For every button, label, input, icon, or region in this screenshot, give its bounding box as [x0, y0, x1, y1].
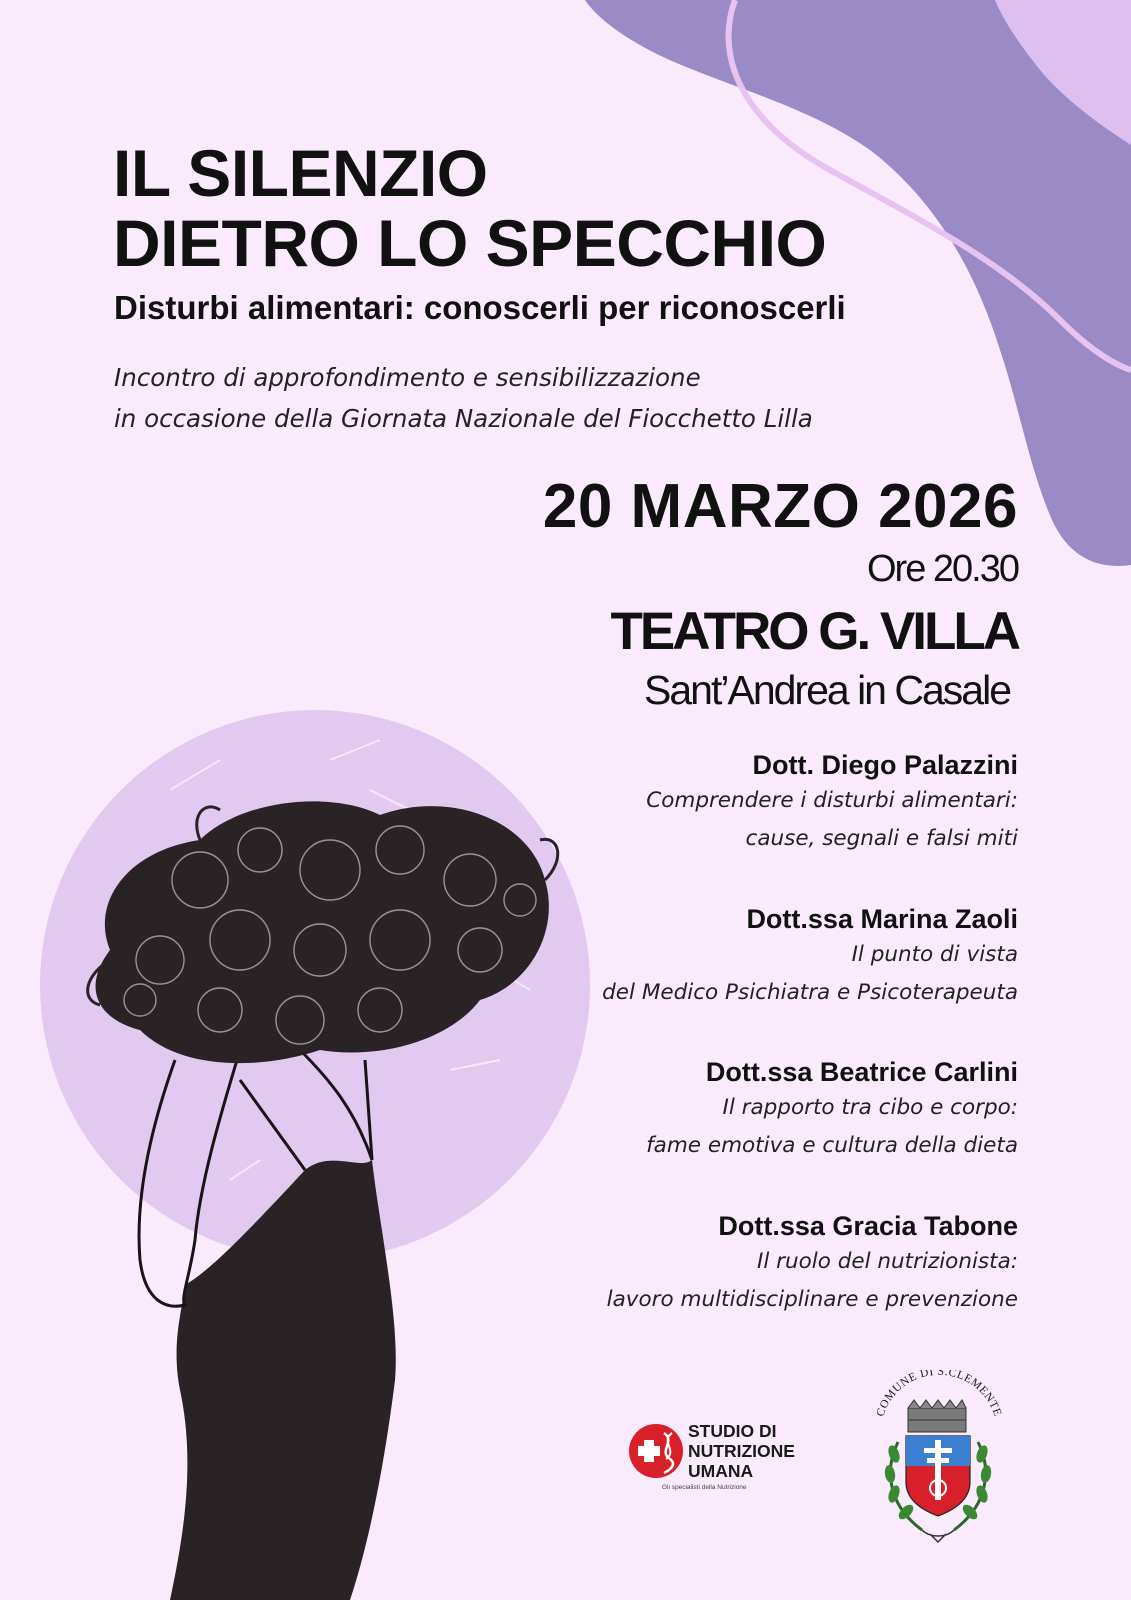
studio-line-1: STUDIO DI: [688, 1421, 777, 1441]
coat-of-arms-icon: [864, 1370, 1014, 1550]
speaker-topic-line-2: lavoro multidisciplinare e prevenzione: [606, 1287, 1018, 1312]
event-time: Ore 20.30: [867, 548, 1018, 590]
studio-nutrizione-logo: [628, 1419, 818, 1491]
speaker-name: Dott.ssa Beatrice Carlini: [705, 1057, 1018, 1087]
speaker-topic-line-1: Il rapporto tra cibo e corpo:: [722, 1095, 1018, 1120]
title-line-1: IL SILENZIO: [113, 136, 488, 210]
title-line-2: DIETRO LO SPECCHIO: [113, 206, 827, 280]
event-date: 20 MARZO 2026: [542, 472, 1018, 541]
studio-tagline: Gli specialisti della Nutrizione: [662, 1484, 747, 1491]
speaker-topic-line-1: Il ruolo del nutrizionista:: [757, 1249, 1018, 1274]
intro-text: [114, 357, 813, 439]
speaker-block: [607, 1209, 1018, 1319]
speaker-topic-line-2: fame emotiva e cultura della dieta: [646, 1133, 1018, 1158]
intro-line-1: Incontro di approfondimento e sensibilizzazione: [114, 363, 701, 392]
event-venue: TEATRO G. VILLA: [610, 602, 1018, 661]
studio-logo-text: [688, 1421, 795, 1481]
speaker-topic-line-2: cause, segnali e falsi miti: [745, 826, 1018, 851]
studio-line-2: NUTRIZIONE: [688, 1441, 795, 1461]
speaker-topic-line-2: del Medico Psichiatra e Psicoterapeuta: [602, 980, 1018, 1005]
speaker-name: Dott.ssa Marina Zaoli: [746, 904, 1018, 934]
speaker-block: [646, 748, 1018, 858]
poster-subtitle: Disturbi alimentari: conoscerli per riconoscerli: [114, 289, 846, 326]
red-circle-plus-dna-icon: [628, 1423, 684, 1479]
speaker-name: Dott.ssa Gracia Tabone: [718, 1211, 1018, 1241]
intro-line-2: in occasione della Giornata Nazionale del Fiocchetto Lilla: [114, 404, 813, 433]
speaker-block: [602, 902, 1018, 1012]
poster-title: [113, 138, 826, 278]
speaker-topic-line-1: Comprendere i disturbi alimentari:: [646, 788, 1018, 813]
studio-line-3: UMANA: [688, 1461, 754, 1481]
comune-arc-text: COMUNE DI S.CLEMENTE: [874, 1370, 1004, 1419]
event-town: Sant’Andrea in Casale: [644, 667, 1010, 713]
comune-coat-of-arms: [864, 1370, 1014, 1550]
speaker-topic-line-1: Il punto di vista: [851, 942, 1018, 967]
speaker-name: Dott. Diego Palazzini: [752, 750, 1018, 780]
speaker-block: [646, 1055, 1018, 1165]
